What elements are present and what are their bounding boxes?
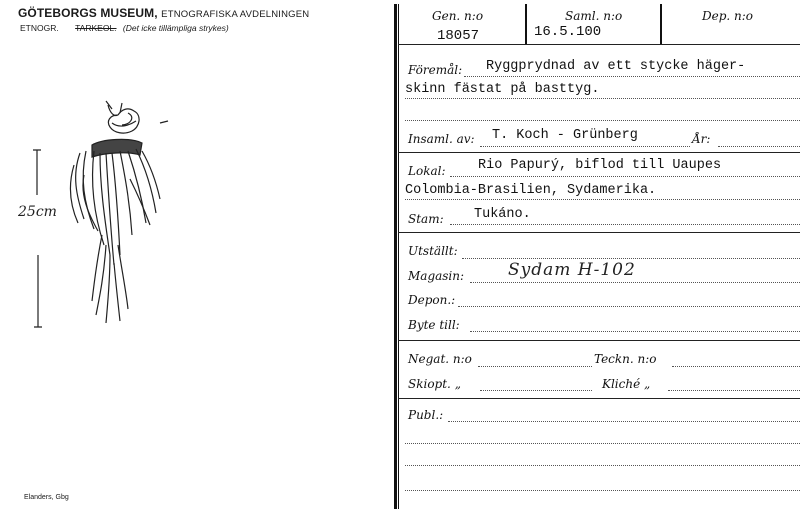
card-left-border (394, 4, 397, 509)
divider-saml-dep (660, 4, 662, 44)
skiopt-dots (480, 390, 592, 391)
magasin-label: Magasin: (408, 269, 465, 283)
dep-label: Dep. n:o (702, 9, 754, 23)
foremal-dots3 (405, 120, 800, 121)
museum-name: GÖTEBORGS MUSEUM, (18, 6, 158, 20)
foremal-line2: skinn fästat på basttyg. (405, 82, 600, 97)
depon-dots (458, 306, 800, 307)
strike-note: (Det icke tillämpliga strykes) (122, 23, 229, 33)
magasin-dots (470, 282, 800, 283)
rule-top (398, 44, 800, 45)
publ-dots1 (448, 421, 800, 422)
byte-dots (470, 331, 800, 332)
teckn-dots (672, 366, 800, 367)
feather-ornament-drawing (10, 95, 200, 345)
utstallt-dots (462, 258, 800, 259)
skiopt-label: Skiopt. „ (408, 377, 461, 391)
depon-label: Depon.: (408, 293, 456, 307)
scale-label: 25cm (18, 204, 57, 220)
printer-credit: Elanders, Gbg (24, 494, 69, 501)
rule-insaml (398, 152, 800, 153)
tarkeol-label: TARKEOL. (75, 23, 117, 33)
ar-label: År: (692, 132, 711, 146)
rule-byte (398, 340, 800, 341)
card-left-border-inner (398, 4, 399, 509)
rule-kliche (398, 398, 800, 399)
publ-dots2 (405, 443, 800, 444)
publ-dots4 (405, 490, 800, 491)
saml-value: 16.5.100 (534, 24, 602, 40)
object-sketch (10, 95, 200, 350)
stam-label: Stam: (408, 212, 444, 226)
insaml-dots (480, 146, 690, 147)
stam-value: Tukáno. (474, 207, 531, 222)
utstallt-label: Utställt: (408, 244, 458, 258)
foremal-line1: Ryggprydnad av ett stycke häger- (486, 59, 746, 74)
gen-value: 18057 (437, 28, 480, 44)
byte-label: Byte till: (408, 318, 460, 332)
saml-label: Saml. n:o (565, 9, 623, 23)
foremal-label: Föremål: (408, 63, 463, 77)
kliche-dots (668, 390, 800, 391)
lokal-line1: Rio Papurý, biflod till Uaupes (478, 158, 722, 173)
insaml-label: Insaml. av: (408, 132, 475, 146)
lokal-dots2 (405, 199, 800, 200)
gen-label: Gen. n:o (432, 9, 484, 23)
department-name: ETNOGRAFISKA AVDELNINGEN (161, 9, 310, 20)
etnogr-label: ETNOGR. (20, 23, 59, 33)
publ-dots3 (405, 465, 800, 466)
sub-header (20, 23, 229, 33)
lokal-dots (450, 176, 800, 177)
negat-label: Negat. n:o (408, 352, 472, 366)
insaml-value: T. Koch - Grünberg (492, 128, 638, 143)
divider-gen-saml (525, 4, 527, 44)
foremal-dots2 (405, 98, 800, 99)
kliche-label: Kliché „ (602, 377, 651, 391)
ar-dots (718, 146, 800, 147)
foremal-dots (464, 76, 800, 77)
negat-dots (478, 366, 592, 367)
rule-stam (398, 232, 800, 233)
stam-dots (450, 224, 800, 225)
museum-header (18, 6, 309, 20)
lokal-line2: Colombia-Brasilien, Sydamerika. (405, 183, 657, 198)
magasin-value: Sydam H-102 (508, 260, 636, 280)
lokal-label: Lokal: (408, 164, 446, 178)
teckn-label: Teckn. n:o (594, 352, 657, 366)
publ-label: Publ.: (408, 408, 444, 422)
